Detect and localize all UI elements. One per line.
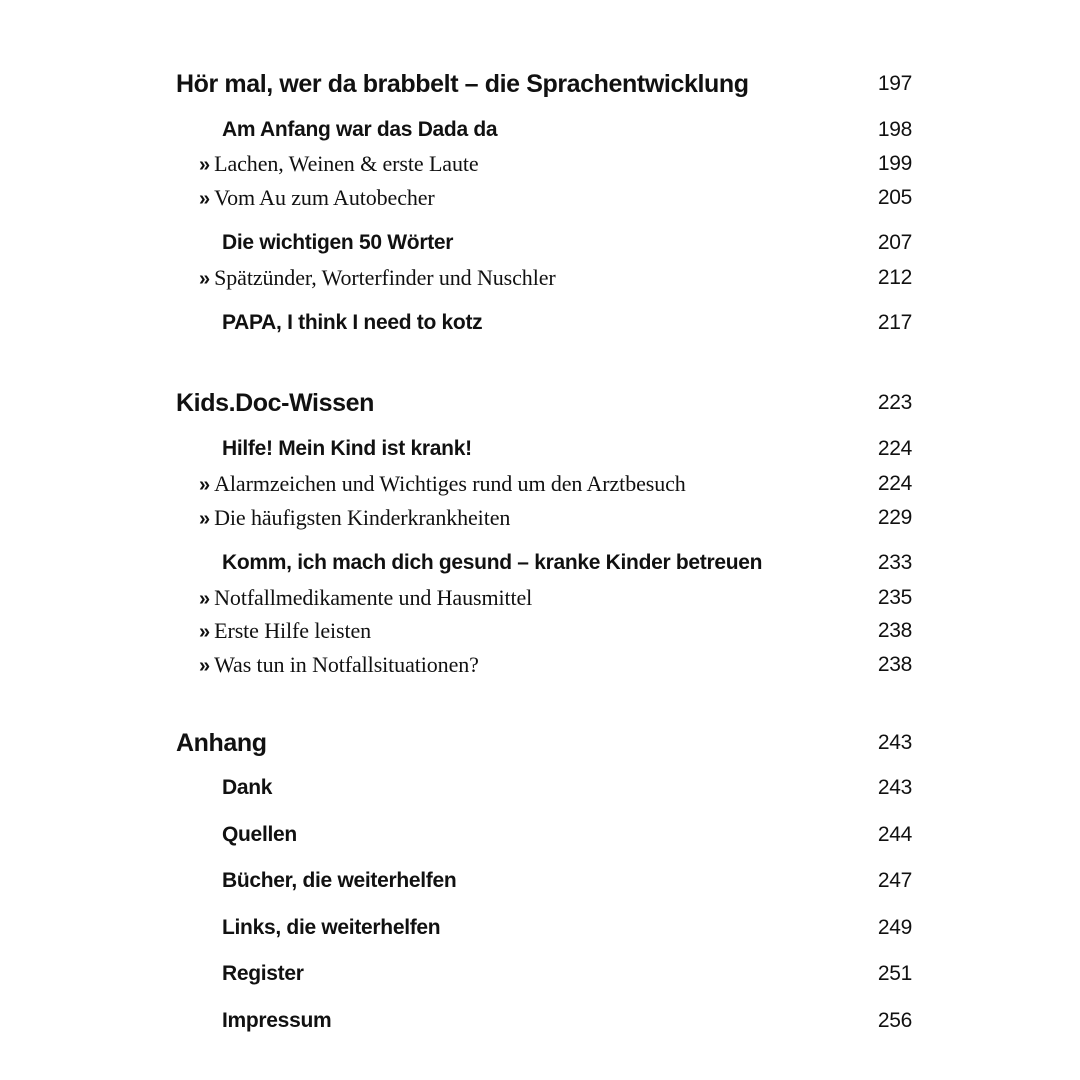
toc-chapter-entry	[0, 911, 1080, 945]
toc-entry-text: Alarmzeichen und Wichtiges rund um den Arztbesuch	[214, 471, 686, 496]
toc-entry-title	[199, 581, 532, 616]
toc-page-number: 212	[877, 266, 912, 289]
toc-entry-title: Register	[222, 962, 304, 985]
toc-chapter-entry	[0, 957, 1080, 991]
toc-subentry	[0, 614, 1080, 648]
toc-entry-title	[199, 501, 510, 536]
toc-page-number: 249	[877, 916, 912, 939]
toc-entry-title	[199, 261, 556, 296]
toc-page-number: 207	[877, 231, 912, 254]
toc-page-number: 233	[877, 551, 912, 574]
toc-page-number: 224	[877, 437, 912, 460]
toc-page-number: 197	[877, 72, 912, 95]
double-chevron-icon: »	[199, 154, 210, 176]
toc-entry-title	[199, 614, 371, 649]
toc-entry-text: Notfallmedikamente und Hausmittel	[214, 585, 533, 610]
toc-chapter-entry	[0, 771, 1080, 805]
double-chevron-icon: »	[199, 588, 210, 610]
toc-entry-text: Die häufigsten Kinderkrankheiten	[214, 505, 511, 530]
toc-entry-title: Links, die weiterhelfen	[222, 916, 441, 939]
toc-page-number: 238	[877, 653, 912, 676]
toc-page-number: 198	[877, 118, 912, 141]
toc-page-number: 217	[877, 311, 912, 334]
toc-entry-text: Spätzünder, Worterfinder und Nuschler	[214, 265, 556, 290]
toc-entry-title: PAPA, I think I need to kotz	[222, 311, 483, 334]
toc-entry-title: Komm, ich mach dich gesund – kranke Kinder betreuen	[222, 551, 763, 574]
toc-entry-title: Die wichtigen 50 Wörter	[222, 231, 454, 254]
toc-page-number: 223	[877, 391, 912, 414]
toc-entry-title: Anhang	[176, 729, 267, 757]
toc-subentry	[0, 147, 1080, 181]
toc-entry-title: Am Anfang war das Dada da	[222, 118, 498, 141]
toc-subentry	[0, 467, 1080, 501]
toc-page-number: 205	[877, 186, 912, 209]
double-chevron-icon: »	[199, 268, 210, 290]
toc-chapter-entry	[0, 818, 1080, 852]
toc-entry-title: Hör mal, wer da brabbelt – die Sprachentwicklung	[176, 70, 749, 98]
toc-page-number: 229	[877, 506, 912, 529]
toc-page-number: 243	[877, 731, 912, 754]
toc-chapter-entry	[0, 432, 1080, 466]
toc-page-number: 256	[877, 1009, 912, 1032]
toc-page-number: 235	[877, 586, 912, 609]
toc-chapter-entry	[0, 113, 1080, 147]
toc-entry-title: Kids.Doc-Wissen	[176, 389, 374, 417]
toc-entry-text: Was tun in Notfallsituationen?	[214, 652, 479, 677]
double-chevron-icon: »	[199, 655, 210, 677]
toc-entry-title	[199, 467, 686, 502]
toc-subentry	[0, 648, 1080, 682]
toc-entry-text: Erste Hilfe leisten	[214, 618, 372, 643]
double-chevron-icon: »	[199, 474, 210, 496]
double-chevron-icon: »	[199, 188, 210, 210]
toc-chapter-entry	[0, 546, 1080, 580]
toc-entry-text: Lachen, Weinen & erste Laute	[214, 151, 479, 176]
toc-page-number: 238	[877, 619, 912, 642]
toc-chapter-entry	[0, 1004, 1080, 1038]
toc-subentry	[0, 581, 1080, 615]
toc-entry-title: Quellen	[222, 823, 297, 846]
double-chevron-icon: »	[199, 508, 210, 530]
toc-subentry	[0, 501, 1080, 535]
toc-subentry	[0, 181, 1080, 215]
toc-page-number: 243	[877, 776, 912, 799]
toc-entry-title: Dank	[222, 776, 273, 799]
toc-section-heading	[0, 67, 1080, 101]
toc-entry-title	[199, 181, 435, 216]
toc-chapter-entry	[0, 306, 1080, 340]
toc-page-number: 251	[877, 962, 912, 985]
toc-entry-title: Hilfe! Mein Kind ist krank!	[222, 437, 472, 460]
toc-page-number: 244	[877, 823, 912, 846]
toc-entry-title	[199, 147, 479, 182]
toc-chapter-entry	[0, 226, 1080, 260]
double-chevron-icon: »	[199, 621, 210, 643]
toc-page-number: 224	[877, 472, 912, 495]
toc-entry-title: Bücher, die weiterhelfen	[222, 869, 457, 892]
toc-page-number: 199	[877, 152, 912, 175]
toc-chapter-entry	[0, 864, 1080, 898]
toc-section-heading	[0, 386, 1080, 420]
toc-subentry	[0, 261, 1080, 295]
toc-entry-text: Vom Au zum Autobecher	[214, 185, 435, 210]
toc-entry-title	[199, 648, 479, 683]
toc-section-heading	[0, 726, 1080, 760]
toc-page-number: 247	[877, 869, 912, 892]
toc-entry-title: Impressum	[222, 1009, 332, 1032]
